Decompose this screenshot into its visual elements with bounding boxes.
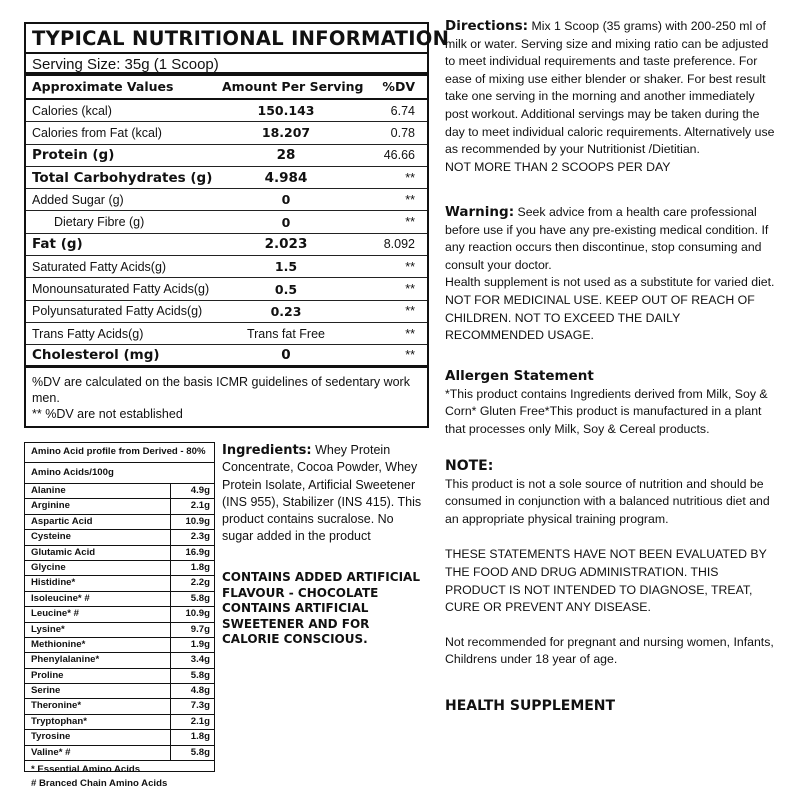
nutrient-dv: ** [405,304,415,319]
amino-acid-table [24,442,215,790]
warning-block [445,204,780,345]
directions-limit: NOT MORE THAN 2 SCOOPS PER DAY [445,159,671,174]
amino-row [25,699,214,714]
nutrient-amount: 4.984 [264,169,308,186]
footnote-dv-not-established: ** %DV are not established [32,406,183,421]
fda-statement: THESE STATEMENTS HAVE NOT BEEN EVALUATED BY THE FOOD AND DRUG ADMINISTRATION. THIS PRODUCT IS NOT INTENDED TO DIAGNOSE, TREAT, CURE OR PREVENT ANY DISEASE. [445,547,767,615]
amino-acid-value: 2.1g [190,715,210,727]
nutrition-row [26,122,427,144]
amino-row [25,730,214,745]
ingredients-label: Ingredients: [222,443,312,458]
footer-label: HEALTH SUPPLEMENT [445,698,616,714]
branched-chain-note: # Branced Chain Amino Acids [31,778,168,790]
amino-acid-name: Lysine* [25,623,171,637]
amino-acid-name: Phenylalanine* [25,653,171,667]
amino-acid-value: 4.8g [190,685,210,697]
pregnancy-warning: Not recommended for pregnant and nursing women, Infants, Childrens under 18 year of age. [445,634,774,667]
amino-acid-value: 1.8g [190,561,210,573]
amino-acid-name: Theronine* [25,699,171,713]
header-dv: %DV [382,79,415,94]
nutrient-amount: 0.23 [270,303,302,319]
allergen-text: *This product contains Ingredients derived from Milk, Soy & Corn* Gluten Free*This product is manufactured in a plant that processes only Milk, Soy & Cereal products. [445,386,768,436]
nutrition-row [26,345,427,367]
amino-header: Amino Acid profile from Derived - 80% [25,443,214,463]
nutrient-name: Polyunsaturated Fatty Acids(g) [32,304,203,319]
amino-acid-value: 1.9g [190,638,210,650]
nutrient-amount: 0 [281,192,291,208]
nutrition-row [26,189,427,211]
amino-acid-value: 10.9g [185,608,210,620]
amino-notes [25,761,214,791]
amino-acid-name: Cysteine [25,530,171,544]
contains-statement: CONTAINS ADDED ARTIFICIAL FLAVOUR - CHOCOLATE CONTAINS ARTIFICIAL SWEETENER AND FOR CALORIE CONSCIOUS. [222,570,420,647]
amino-acid-value: 4.9g [190,485,210,496]
note-label: NOTE: [445,458,494,474]
amino-row [25,592,214,607]
amino-acid-value: 3.4g [190,654,210,666]
amino-acid-value: 5.8g [190,669,210,681]
nutrient-amount: 28 [276,147,296,164]
nutrient-amount: 2.023 [264,236,308,253]
amino-row [25,484,214,499]
amino-acid-name: Isoleucine* # [25,592,171,606]
nutrient-name: Calories from Fat (kcal) [32,125,162,140]
nutrient-name: Trans Fatty Acids(g) [32,326,144,341]
allergen-label: Allergen Statement [445,368,594,384]
nutrient-dv: ** [405,347,415,362]
warning-text: Seek advice from a health care professional before use if you have any pre-existing medical condition. If any reaction occurs then discontinue, stop consuming and consult your doctor. [445,205,769,272]
amino-acid-value: 2.1g [190,500,210,512]
nutrient-dv: ** [405,326,415,341]
amino-row [25,638,214,653]
ingredients-text: Whey Protein Concentrate, Cocoa Powder, Whey Protein Isolate, Artificial Sweetener (INS 955), Stabilizer (INS 415). This product contains sucralose. No sugar added in the product [222,443,422,544]
amino-acid-name: Alanine [25,484,171,498]
nutrition-row [26,100,427,122]
allergen-block [445,368,780,438]
amino-row [25,623,214,638]
essential-note: * Essential Amino Acids [31,764,141,776]
amino-acid-name: Serine [25,684,171,698]
amino-row [25,561,214,576]
nutrient-amount: 18.207 [261,125,311,141]
amino-acid-value: 16.9g [185,546,210,558]
amino-acid-name: Tryptophan* [25,715,171,729]
footnote-dv-basis: %DV are calculated on the basis ICMR guidelines of sedentary work men. [32,374,410,405]
amino-acid-value: 7.3g [190,700,210,712]
nutrition-row [26,278,427,300]
amino-acid-name: Histidine* [25,576,171,590]
nutrition-header-row [26,76,427,100]
note-text: This product is not a sole source of nutrition and should be consumed in conjunction with a balanced nutritious diet and an appropriate physical training program. [445,476,770,526]
nutrient-dv: 6.74 [390,103,415,118]
amino-row [25,530,214,545]
amino-acid-name: Leucine* # [25,607,171,621]
nutrition-row [26,167,427,189]
amino-row [25,499,214,514]
nutrition-footnotes [26,368,427,422]
health-supplement-label [445,698,780,716]
nutrition-row [26,256,427,278]
amino-row [25,653,214,668]
amino-acid-value: 5.8g [190,592,210,604]
nutrient-name: Monounsaturated Fatty Acids(g) [32,282,210,297]
amino-acid-name: Aspartic Acid [25,515,171,529]
nutrient-amount: 0.5 [274,281,298,297]
amino-acid-name: Arginine [25,499,171,513]
nutrition-row [26,211,427,233]
nutrient-name: Added Sugar (g) [32,192,124,207]
nutrient-name: Cholesterol (mg) [32,346,160,363]
directions-block [445,18,780,176]
nutrient-amount: 0 [281,214,291,230]
note-block [445,458,780,669]
nutrient-dv: ** [405,282,415,297]
directions-label: Directions: [445,18,529,34]
nutrition-row [26,301,427,323]
nutrient-name: Calories (kcal) [32,103,112,118]
nutrient-dv: 46.66 [383,148,415,163]
nutrient-dv: 8.092 [383,237,415,252]
nutrient-dv: ** [405,192,415,207]
amino-row [25,546,214,561]
amino-acid-value: 2.2g [190,577,210,589]
nutrient-amount: 1.5 [274,259,298,275]
nutrient-name: Dietary Fibre (g) [54,215,145,230]
amino-acid-name: Glutamic Acid [25,546,171,560]
amino-acid-name: Tyrosine [25,730,171,744]
ingredients-block [222,442,422,546]
amino-row [25,684,214,699]
amino-acid-name: Valine* # [25,746,171,760]
warning-label: Warning: [445,204,515,220]
amino-acid-value: 2.3g [190,531,210,543]
amino-rows [25,484,214,761]
header-amount-per-serving: Amount Per Serving [222,79,364,94]
header-approximate-values: Approximate Values [32,79,174,94]
amino-row [25,576,214,591]
nutrient-dv: ** [405,259,415,274]
nutrient-dv: 0.78 [390,125,415,140]
nutrition-title: TYPICAL NUTRITIONAL INFORMATION [32,27,450,50]
nutrient-amount: 0 [281,346,291,363]
serving-size: Serving Size: 35g (1 Scoop) [26,52,427,76]
nutrition-row [26,234,427,256]
nutrition-row [26,323,427,345]
nutrition-panel [24,22,450,428]
nutrient-dv: ** [405,215,415,230]
amino-row [25,715,214,730]
nutrition-row [26,145,427,167]
amino-row [25,746,214,761]
amino-acid-name: Methionine* [25,638,171,652]
amino-row [25,669,214,684]
amino-row [25,515,214,530]
amino-acid-name: Proline [25,669,171,683]
nutrient-name: Total Carbohydrates (g) [32,169,213,186]
amino-subheader: Amino Acids/100g [25,463,214,484]
amino-acid-name: Glycine [25,561,171,575]
warning-text-2: Health supplement is not used as a substitute for varied diet. NOT FOR MEDICINAL USE. KEEP OUT OF REACH OF CHILDREN. NOT TO EXCEED THE DAILY RECOMMENDED USAGE. [445,275,775,343]
amino-acid-value: 9.7g [190,623,210,635]
nutrient-name: Fat (g) [32,236,83,253]
amino-acid-value: 10.9g [185,515,210,527]
nutrient-amount: 150.143 [257,103,315,119]
amino-acid-value: 1.8g [190,731,210,743]
nutrient-amount: Trans fat Free [246,326,326,341]
nutrient-name: Saturated Fatty Acids(g) [32,259,167,274]
nutrient-name: Protein (g) [32,147,115,164]
amino-acid-value: 5.8g [190,746,210,758]
amino-row [25,607,214,622]
nutrient-dv: ** [405,170,415,185]
directions-text: Mix 1 Scoop (35 grams) with 200-250 ml of milk or water. Serving size and mixing ratio can be adjusted to meet individual requirements and taste preference. For ease of mixing use either blender or shaker. For best result take one serving in the morning and another immediately post workout. Additional servings may be taken during the day to meet individual caloric requirements. Alternatively use as recommended by your Nutritionist /Dietitian. [445,19,775,157]
